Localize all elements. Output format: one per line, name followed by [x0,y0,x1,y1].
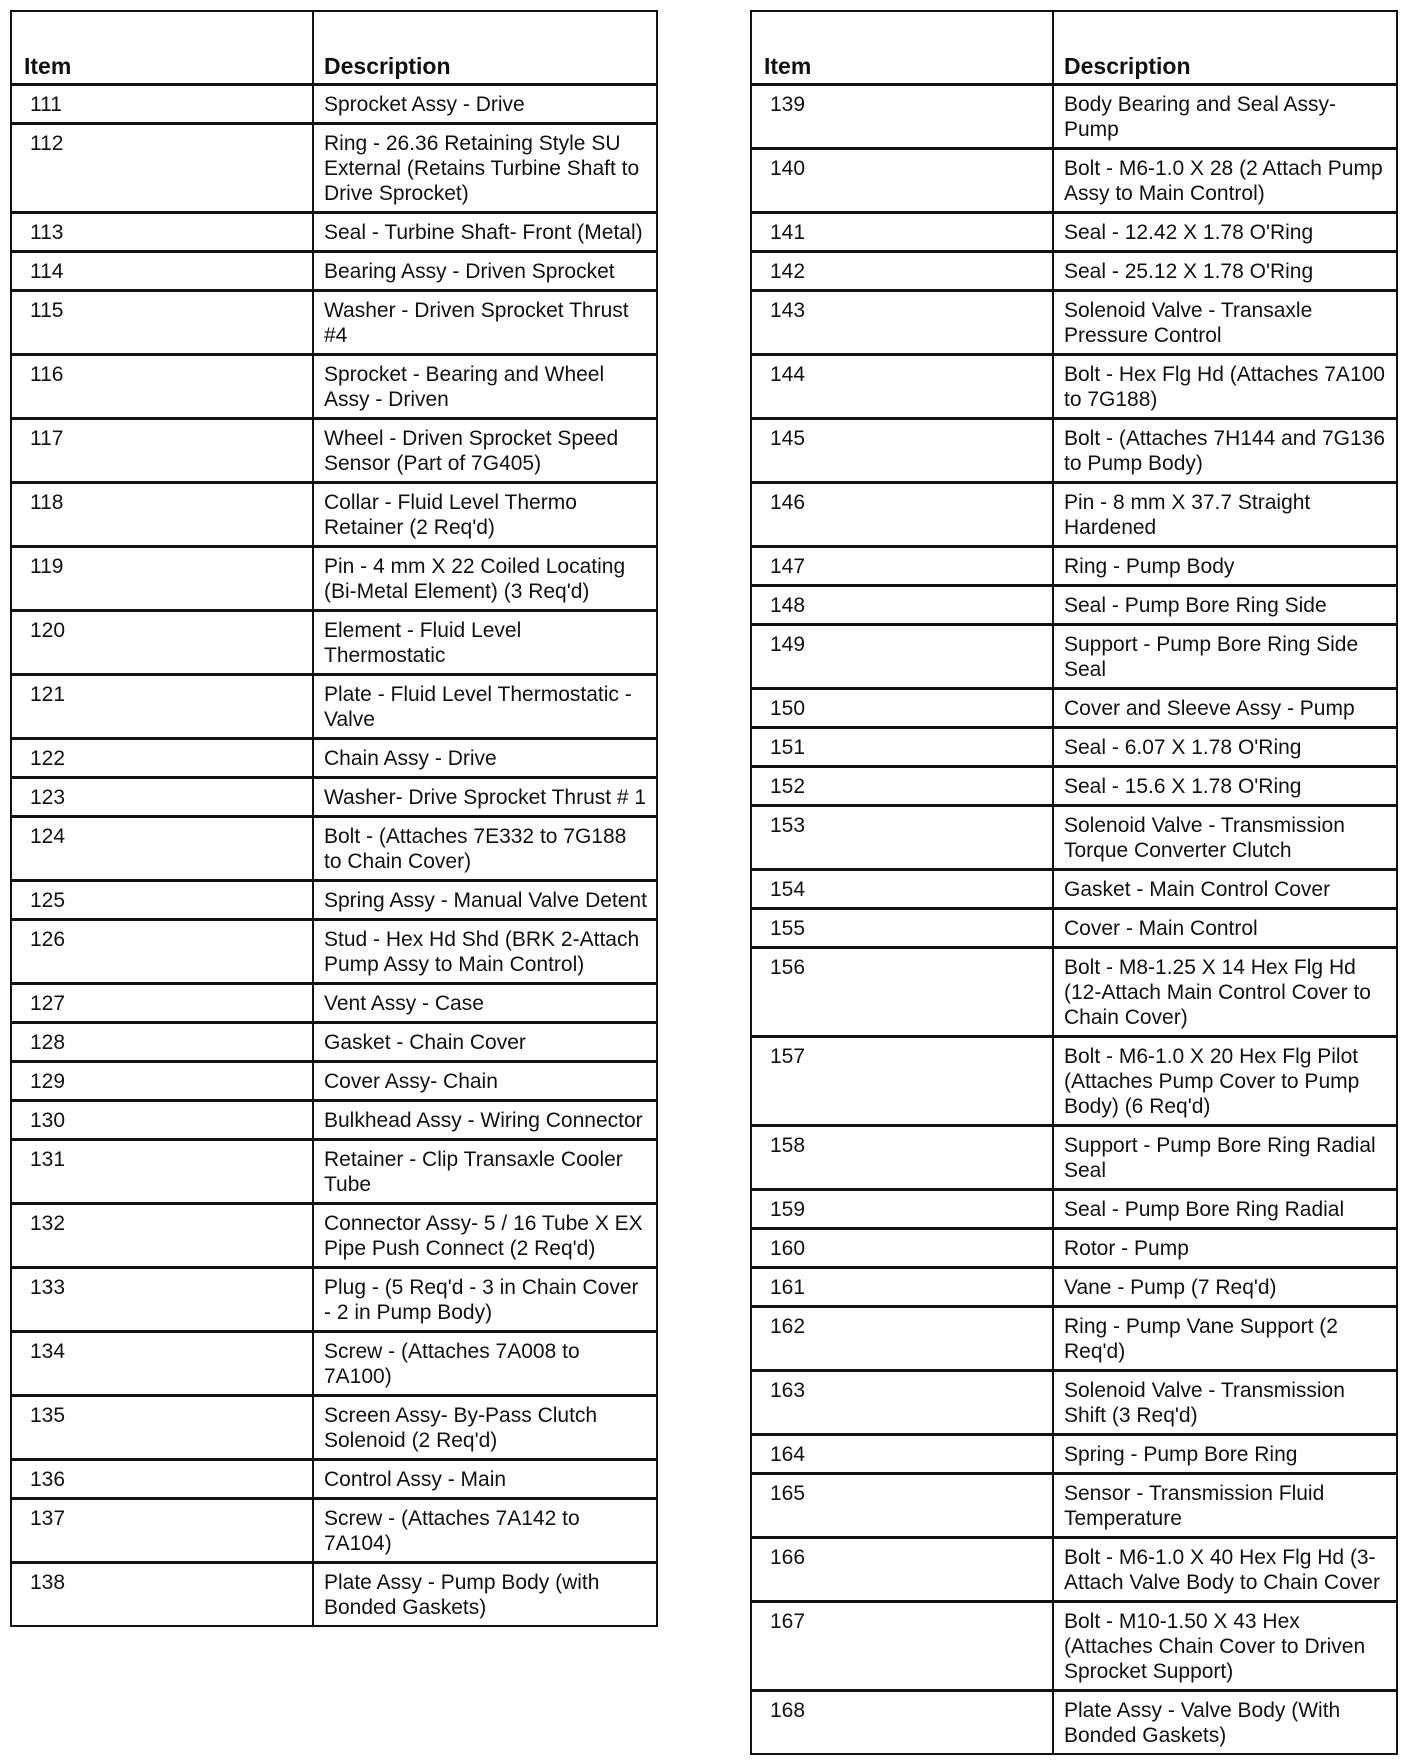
item-description: Screw - (Attaches 7A142 to 7A104) [313,1499,657,1563]
table-row [11,1023,657,1062]
item-number: 130 [11,1101,313,1140]
item-number: 122 [11,739,313,778]
item-description: Cover and Sleeve Assy - Pump [1053,689,1397,728]
item-number: 145 [751,419,1053,483]
table-row [751,728,1397,767]
table-row [751,806,1397,870]
table-row [11,611,657,675]
item-number: 157 [751,1037,1053,1126]
item-number: 114 [11,252,313,291]
item-description: Seal - Turbine Shaft- Front (Metal) [313,213,657,252]
table-row [751,1190,1397,1229]
table-row [11,881,657,920]
item-number: 137 [11,1499,313,1563]
item-description: Cover Assy- Chain [313,1062,657,1101]
item-number: 129 [11,1062,313,1101]
item-number: 164 [751,1435,1053,1474]
table-row [751,767,1397,806]
item-description: Seal - 25.12 X 1.78 O'Ring [1053,252,1397,291]
table-row [751,1602,1397,1691]
item-number: 124 [11,817,313,881]
item-number: 163 [751,1371,1053,1435]
table-row [751,85,1397,149]
item-description: Ring - Pump Body [1053,547,1397,586]
item-number: 144 [751,355,1053,419]
item-number: 167 [751,1602,1053,1691]
table-row [11,984,657,1023]
item-number: 132 [11,1204,313,1268]
table-row [11,675,657,739]
item-description: Solenoid Valve - Transmission Shift (3 Req'd) [1053,1371,1397,1435]
table-row [751,1371,1397,1435]
table-row [751,1307,1397,1371]
parts-table-left [10,10,658,1627]
item-number: 156 [751,948,1053,1037]
table-row [11,778,657,817]
item-description: Spring Assy - Manual Valve Detent [313,881,657,920]
item-number: 118 [11,483,313,547]
item-description: Bearing Assy - Driven Sprocket [313,252,657,291]
item-number: 113 [11,213,313,252]
table-row [11,1204,657,1268]
item-description: Bolt - M6-1.0 X 20 Hex Flg Pilot (Attaches Pump Cover to Pump Body) (6 Req'd) [1053,1037,1397,1126]
item-description: Ring - Pump Vane Support (2 Req'd) [1053,1307,1397,1371]
table-row [751,149,1397,213]
item-number: 152 [751,767,1053,806]
item-description: Plate Assy - Valve Body (With Bonded Gaskets) [1053,1691,1397,1755]
item-column-header: Item [751,11,1053,85]
item-number: 119 [11,547,313,611]
item-description: Ring - 26.36 Retaining Style SU External (Retains Turbine Shaft to Drive Sprocket) [313,124,657,213]
table-row [751,483,1397,547]
item-number: 142 [751,252,1053,291]
item-column-header: Item [11,11,313,85]
parts-table-left-body [11,85,657,1627]
table-row [751,213,1397,252]
table-row [11,252,657,291]
item-number: 168 [751,1691,1053,1755]
table-row [751,909,1397,948]
table-row [751,870,1397,909]
table-row [751,1037,1397,1126]
item-number: 117 [11,419,313,483]
item-description: Plate - Fluid Level Thermostatic - Valve [313,675,657,739]
table-row [751,1126,1397,1190]
table-row [751,1268,1397,1307]
table-row [751,1229,1397,1268]
item-number: 135 [11,1396,313,1460]
table-row [751,1691,1397,1755]
item-description: Sensor - Transmission Fluid Temperature [1053,1474,1397,1538]
table-row [751,252,1397,291]
item-description: Bolt - M10-1.50 X 43 Hex (Attaches Chain Cover to Driven Sprocket Support) [1053,1602,1397,1691]
item-number: 147 [751,547,1053,586]
item-description: Sprocket Assy - Drive [313,85,657,124]
item-description: Spring - Pump Bore Ring [1053,1435,1397,1474]
item-number: 146 [751,483,1053,547]
item-description: Bolt - Hex Flg Hd (Attaches 7A100 to 7G188) [1053,355,1397,419]
parts-table-right [750,10,1398,1755]
item-number: 148 [751,586,1053,625]
table-row [751,689,1397,728]
table-row [11,419,657,483]
table-row [751,547,1397,586]
item-description: Screw - (Attaches 7A008 to 7A100) [313,1332,657,1396]
item-number: 151 [751,728,1053,767]
item-description: Body Bearing and Seal Assy- Pump [1053,85,1397,149]
item-description: Stud - Hex Hd Shd (BRK 2-Attach Pump Assy to Main Control) [313,920,657,984]
item-number: 126 [11,920,313,984]
item-description: Washer- Drive Sprocket Thrust # 1 [313,778,657,817]
item-description: Control Assy - Main [313,1460,657,1499]
item-description: Solenoid Valve - Transaxle Pressure Control [1053,291,1397,355]
table-row [751,625,1397,689]
table-row [11,1499,657,1563]
table-row [11,1460,657,1499]
item-description: Bolt - M6-1.0 X 40 Hex Flg Hd (3-Attach Valve Body to Chain Cover [1053,1538,1397,1602]
item-number: 161 [751,1268,1053,1307]
item-number: 133 [11,1268,313,1332]
table-row [751,1474,1397,1538]
parts-table-right-body [751,85,1397,1755]
table-row [11,739,657,778]
item-description: Plate Assy - Pump Body (with Bonded Gaskets) [313,1563,657,1627]
item-number: 112 [11,124,313,213]
item-number: 111 [11,85,313,124]
item-number: 128 [11,1023,313,1062]
item-number: 120 [11,611,313,675]
table-row [11,124,657,213]
item-description: Bulkhead Assy - Wiring Connector [313,1101,657,1140]
item-description: Bolt - M8-1.25 X 14 Hex Flg Hd (12-Attach Main Control Cover to Chain Cover) [1053,948,1397,1037]
item-description: Solenoid Valve - Transmission Torque Converter Clutch [1053,806,1397,870]
item-description: Vane - Pump (7 Req'd) [1053,1268,1397,1307]
description-column-header: Description [1053,11,1397,85]
table-row [11,483,657,547]
item-description: Gasket - Chain Cover [313,1023,657,1062]
item-description: Bolt - (Attaches 7E332 to 7G188 to Chain Cover) [313,817,657,881]
table-row [11,213,657,252]
item-number: 123 [11,778,313,817]
item-description: Bolt - M6-1.0 X 28 (2 Attach Pump Assy to Main Control) [1053,149,1397,213]
item-description: Screen Assy- By-Pass Clutch Solenoid (2 Req'd) [313,1396,657,1460]
item-number: 143 [751,291,1053,355]
item-number: 125 [11,881,313,920]
item-description: Plug - (5 Req'd - 3 in Chain Cover - 2 in Pump Body) [313,1268,657,1332]
table-row [11,85,657,124]
table-row [11,817,657,881]
item-description: Sprocket - Bearing and Wheel Assy - Driven [313,355,657,419]
item-description: Collar - Fluid Level Thermo Retainer (2 Req'd) [313,483,657,547]
item-number: 140 [751,149,1053,213]
item-number: 138 [11,1563,313,1627]
item-description: Vent Assy - Case [313,984,657,1023]
item-description: Rotor - Pump [1053,1229,1397,1268]
item-number: 150 [751,689,1053,728]
item-number: 158 [751,1126,1053,1190]
item-number: 141 [751,213,1053,252]
table-row [11,920,657,984]
description-column-header: Description [313,11,657,85]
item-number: 166 [751,1538,1053,1602]
item-description: Retainer - Clip Transaxle Cooler Tube [313,1140,657,1204]
item-description: Connector Assy- 5 / 16 Tube X EX Pipe Push Connect (2 Req'd) [313,1204,657,1268]
item-description: Wheel - Driven Sprocket Speed Sensor (Part of 7G405) [313,419,657,483]
table-row [11,1563,657,1627]
table-row [11,1101,657,1140]
table-row [751,419,1397,483]
item-description: Pin - 4 mm X 22 Coiled Locating (Bi-Metal Element) (3 Req'd) [313,547,657,611]
item-description: Chain Assy - Drive [313,739,657,778]
item-number: 116 [11,355,313,419]
item-number: 121 [11,675,313,739]
item-description: Gasket - Main Control Cover [1053,870,1397,909]
item-number: 153 [751,806,1053,870]
table-row [11,355,657,419]
item-description: Support - Pump Bore Ring Radial Seal [1053,1126,1397,1190]
table-row [11,1332,657,1396]
item-description: Pin - 8 mm X 37.7 Straight Hardened [1053,483,1397,547]
item-number: 165 [751,1474,1053,1538]
header-row [751,11,1397,85]
item-number: 115 [11,291,313,355]
item-description: Seal - Pump Bore Ring Radial [1053,1190,1397,1229]
item-number: 139 [751,85,1053,149]
item-number: 159 [751,1190,1053,1229]
item-number: 155 [751,909,1053,948]
item-number: 136 [11,1460,313,1499]
item-description: Seal - Pump Bore Ring Side [1053,586,1397,625]
table-row [11,547,657,611]
item-description: Element - Fluid Level Thermostatic [313,611,657,675]
table-row [751,291,1397,355]
item-number: 149 [751,625,1053,689]
header-row [11,11,657,85]
item-description: Support - Pump Bore Ring Side Seal [1053,625,1397,689]
table-row [11,1140,657,1204]
item-description: Cover - Main Control [1053,909,1397,948]
table-row [11,1268,657,1332]
table-row [751,948,1397,1037]
item-description: Seal - 12.42 X 1.78 O'Ring [1053,213,1397,252]
table-row [751,586,1397,625]
table-row [11,1062,657,1101]
item-number: 134 [11,1332,313,1396]
item-number: 154 [751,870,1053,909]
item-number: 162 [751,1307,1053,1371]
table-row [11,1396,657,1460]
table-row [751,355,1397,419]
item-number: 160 [751,1229,1053,1268]
item-description: Bolt - (Attaches 7H144 and 7G136 to Pump Body) [1053,419,1397,483]
item-description: Washer - Driven Sprocket Thrust #4 [313,291,657,355]
item-description: Seal - 15.6 X 1.78 O'Ring [1053,767,1397,806]
item-number: 131 [11,1140,313,1204]
table-row [751,1538,1397,1602]
table-row [11,291,657,355]
item-number: 127 [11,984,313,1023]
item-description: Seal - 6.07 X 1.78 O'Ring [1053,728,1397,767]
table-row [751,1435,1397,1474]
